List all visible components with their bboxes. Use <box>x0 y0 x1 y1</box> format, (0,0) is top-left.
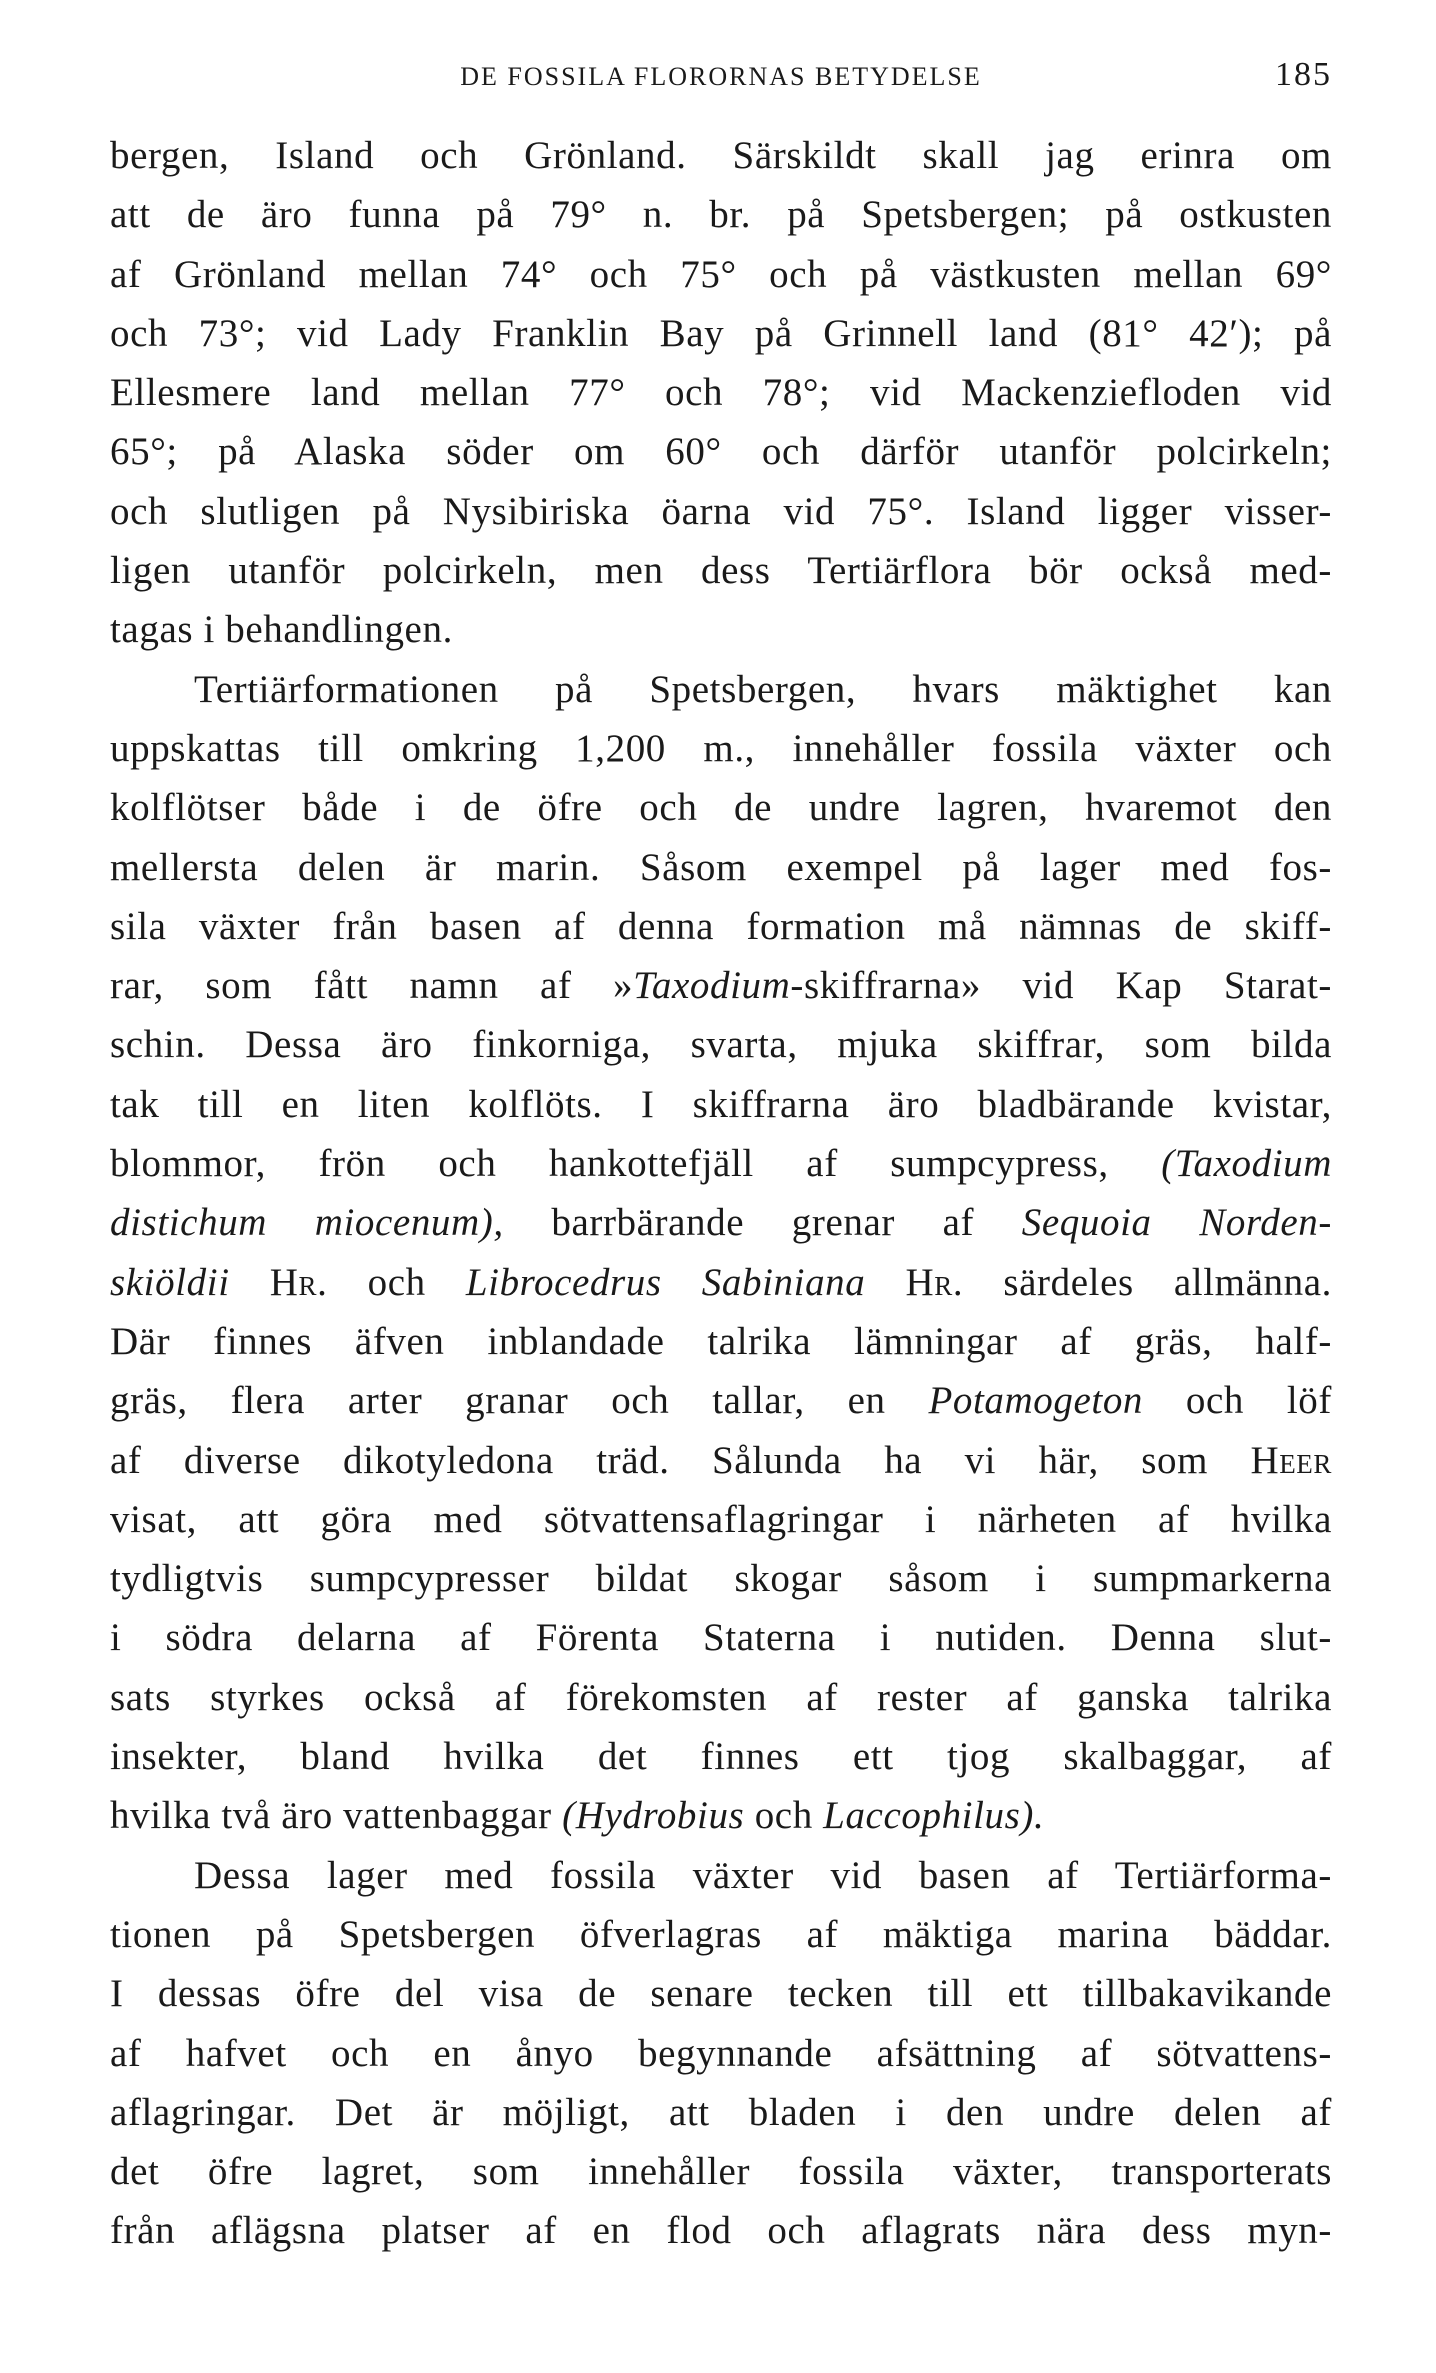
text-run: aflagringar. Det är möjligt, att bladen i den undre delen af <box>110 2090 1332 2134</box>
text-line <box>110 838 1332 897</box>
text-line <box>110 1015 1332 1074</box>
text-line <box>110 1312 1332 1371</box>
text-run: tagas i behandlingen. <box>110 608 453 652</box>
text-line <box>110 482 1332 541</box>
text-run: och löf <box>1143 1379 1332 1423</box>
italic-term: Librocedrus Sabiniana <box>465 1260 866 1304</box>
italic-term: distichum miocenum), <box>110 1201 504 1245</box>
text-run: ligen utanför polcirkeln, men dess Tertiärflora bör också med- <box>110 549 1332 593</box>
author-abbrev: Hr <box>905 1260 953 1304</box>
text-run: tak till en liten kolflöts. I skiffrarna äro bladbärande kvistar, <box>110 1082 1332 1126</box>
text-run: Dessa lager med fossila växter vid basen af Tertiärforma- <box>194 1853 1332 1897</box>
text-run: tionen på Spetsbergen öfverlagras af mäktiga marina bäddar. <box>110 1912 1332 1956</box>
text-run: af Grönland mellan 74° och 75° och på västkusten mellan 69° <box>110 252 1332 296</box>
text-line <box>110 1964 1332 2023</box>
text-line <box>110 1075 1332 1134</box>
text-run: från aflägsna platser af en flod och aflagrats nära dess myn- <box>110 2209 1332 2253</box>
text-run: barrbärande grenar af <box>503 1201 1022 1245</box>
italic-term: Sequoia Norden- <box>1021 1201 1332 1245</box>
text-line <box>110 660 1332 719</box>
text-line <box>110 2083 1332 2142</box>
italic-term: Laccophilus). <box>823 1794 1045 1838</box>
text-run <box>865 1261 905 1304</box>
text-run <box>230 1261 270 1304</box>
text-run: visat, att göra med sötvattensaflagringar i närheten af hvilka <box>110 1497 1332 1541</box>
text-line <box>110 1549 1332 1608</box>
text-run: af diverse dikotyledona träd. Sålunda ha vi här, som <box>110 1438 1251 1482</box>
text-line <box>110 541 1332 600</box>
text-run: tydligtvis sumpcypresser bildat skogar såsom i sumpmarkerna <box>110 1557 1332 1601</box>
body-text <box>110 126 1332 2261</box>
text-run: och 73°; vid Lady Franklin Bay på Grinnell land (81° 42′); på <box>110 311 1332 355</box>
running-title: DE FOSSILA FLORORNAS BETYDELSE <box>460 62 982 91</box>
text-run: Tertiärformationen på Spetsbergen, hvars mäktighet kan <box>194 667 1332 711</box>
text-run: Ellesmere land mellan 77° och 78°; vid Mackenziefloden vid <box>110 371 1332 415</box>
text-line <box>110 1490 1332 1549</box>
page-number: 185 <box>1275 56 1332 93</box>
text-run: rar, som fått namn af » <box>110 964 634 1008</box>
text-line <box>110 245 1332 304</box>
text-run: uppskattas till omkring 1,200 m., innehåller fossila växter och <box>110 726 1332 770</box>
text-line <box>110 2142 1332 2201</box>
text-line <box>110 1431 1332 1490</box>
text-line <box>110 304 1332 363</box>
text-line <box>110 1905 1332 1964</box>
text-run: och slutligen på Nysibiriska öarna vid 75°. Island ligger visser- <box>110 489 1332 533</box>
italic-term: Potamogeton <box>928 1379 1144 1423</box>
text-line <box>110 1253 1332 1312</box>
text-line <box>110 1193 1332 1252</box>
text-run: blommor, frön och hankottefjäll af sumpcypress, <box>110 1142 1162 1186</box>
italic-term: skiöldii <box>110 1260 230 1304</box>
text-run: schin. Dessa äro finkorniga, svarta, mjuka skiffrar, som bilda <box>110 1023 1332 1067</box>
text-run: kolflötser både i de öfre och de undre lagren, hvaremot den <box>110 786 1332 830</box>
running-head <box>110 52 1332 102</box>
text-line <box>110 1786 1332 1845</box>
text-run: hvilka två äro vattenbaggar <box>110 1794 563 1838</box>
text-line <box>110 719 1332 778</box>
text-line <box>110 1668 1332 1727</box>
text-run: gräs, flera arter granar och tallar, en <box>110 1379 929 1423</box>
text-run: insekter, bland hvilka det finnes ett tjog skalbaggar, af <box>110 1735 1332 1779</box>
text-run: sats styrkes också af förekomsten af rester af ganska talrika <box>110 1675 1332 1719</box>
text-line <box>110 363 1332 422</box>
italic-term: Taxodium <box>633 964 791 1008</box>
text-line <box>110 1846 1332 1905</box>
text-run: att de äro funna på 79° n. br. på Spetsbergen; på ostkusten <box>110 193 1332 237</box>
text-line <box>110 2201 1332 2260</box>
italic-term: (Hydrobius <box>562 1794 745 1838</box>
text-line <box>110 2024 1332 2083</box>
text-line <box>110 1727 1332 1786</box>
author-abbrev: Hr <box>269 1260 318 1304</box>
text-run: mellersta delen är marin. Såsom exempel på lager med fos- <box>110 845 1332 889</box>
text-run: bergen, Island och Grönland. Särskildt skall jag erinra om <box>110 134 1332 177</box>
text-run: . och <box>317 1260 466 1304</box>
text-run: -skiffrarna» vid Kap Starat- <box>790 964 1332 1008</box>
text-line <box>110 185 1332 244</box>
text-run: af hafvet och en ånyo begynnande afsättning af sötvattens- <box>110 2031 1332 2075</box>
text-line <box>110 956 1332 1015</box>
text-run: 65°; på Alaska söder om 60° och därför utanför polcirkeln; <box>110 430 1332 474</box>
text-line <box>110 1608 1332 1667</box>
text-line <box>110 126 1332 185</box>
text-line <box>110 1371 1332 1430</box>
text-line <box>110 778 1332 837</box>
text-run: sila växter från basen af denna formation må nämnas de skiff- <box>110 904 1332 948</box>
text-line <box>110 897 1332 956</box>
text-line <box>110 1134 1332 1193</box>
text-line <box>110 600 1332 659</box>
text-run: Där finnes äfven inblandade talrika lämningar af gräs, half- <box>110 1319 1332 1363</box>
text-run: I dessas öfre del visa de senare tecken till ett tillbakavikande <box>110 1972 1332 2016</box>
author-abbrev: Heer <box>1250 1438 1332 1482</box>
text-run: i södra delarna af Förenta Staterna i nutiden. Denna slut- <box>110 1616 1332 1660</box>
text-line <box>110 422 1332 481</box>
text-run: och <box>744 1794 824 1838</box>
italic-term: (Taxodium <box>1161 1142 1332 1186</box>
text-run: . särdeles allmänna. <box>952 1260 1332 1304</box>
text-run: det öfre lagret, som innehåller fossila växter, transporterats <box>110 2150 1332 2194</box>
